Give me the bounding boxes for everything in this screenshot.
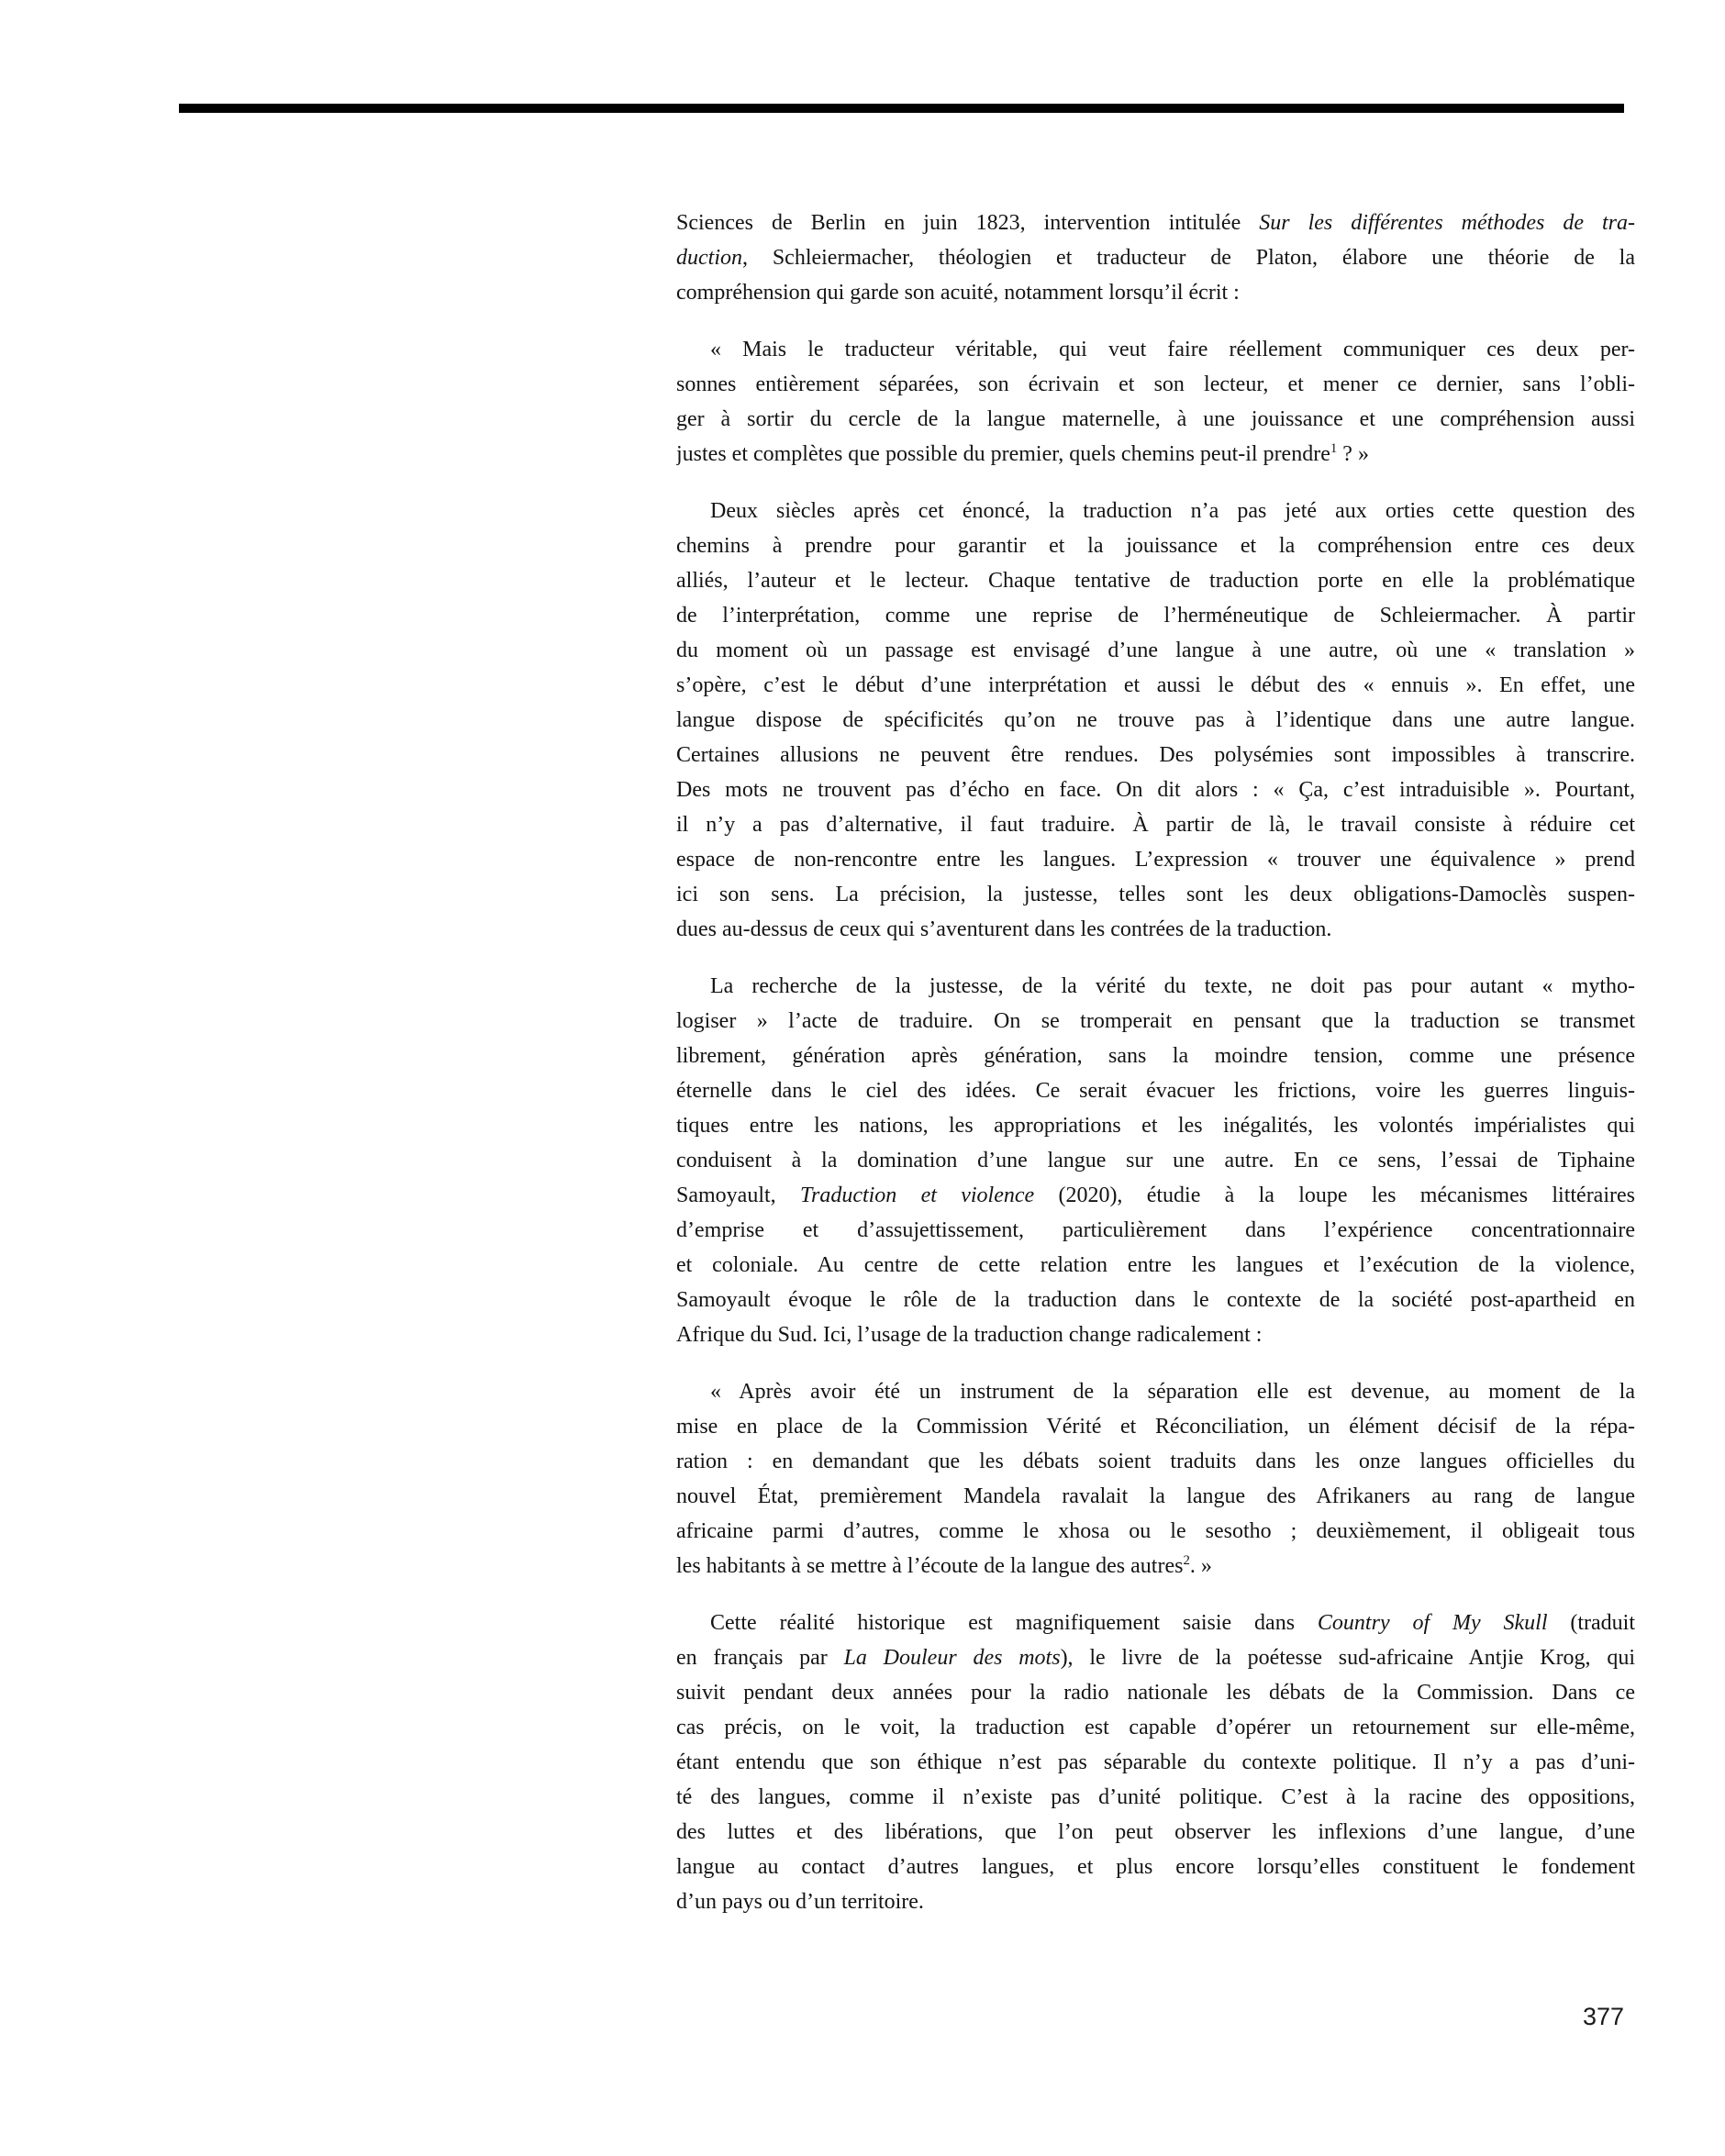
- text-line: les habitants à se mettre à l’écoute de la langue des autres$^2$. »: [676, 1553, 1212, 1578]
- text-line: duction, Schleiermacher, théologien et traducteur de Platon, élabore une théorie de la: [676, 246, 1635, 270]
- text-line: mise en place de la Commission Vérité et Réconciliation, un élément décisif de la répa-: [676, 1415, 1635, 1439]
- paragraph: [676, 206, 1635, 310]
- text-line: justes et complètes que possible du premier, quels chemins peut-il prendre$^1$ ? »: [676, 441, 1369, 466]
- text-line: s’opère, c’est le début d’une interprétation et aussi le début des « ennuis ». En effet, une: [676, 673, 1635, 697]
- text-line: il n’y a pas d’alternative, il faut traduire. À partir de là, le travail consiste à réduire cet: [676, 813, 1635, 837]
- text-line: nouvel État, premièrement Mandela ravalait la langue des Afrikaners au rang de langue: [676, 1484, 1635, 1508]
- text-line: « Mais le traducteur véritable, qui veut faire réellement communiquer ces deux per-: [710, 338, 1635, 361]
- text-line: éternelle dans le ciel des idées. Ce serait évacuer les frictions, voire les guerres linguis-: [676, 1079, 1635, 1103]
- text-line: sonnes entièrement séparées, son écrivain et son lecteur, et mener ce dernier, sans l’obli-: [676, 372, 1635, 396]
- text-line: Sciences de Berlin en juin 1823, intervention intitulée Sur les différentes méthodes de tra-: [676, 211, 1635, 235]
- text-line: et coloniale. Au centre de cette relation entre les langues et l’exécution de la violence,: [676, 1253, 1635, 1277]
- text-line: té des langues, comme il n’existe pas d’unité politique. C’est à la racine des oppositions,: [676, 1785, 1635, 1809]
- text-line: langue dispose de spécificités qu’on ne trouve pas à l’identique dans une autre langue.: [676, 708, 1635, 732]
- paragraph: [676, 1606, 1635, 1919]
- text-line: Afrique du Sud. Ici, l’usage de la traduction change radicalement :: [676, 1323, 1263, 1347]
- text-line: Des mots ne trouvent pas d’écho en face. On dit alors : « Ça, c’est intraduisible ». Pourtant,: [676, 778, 1635, 802]
- text-line: librement, génération après génération, sans la moindre tension, comme une présence: [676, 1044, 1635, 1068]
- text-line: ger à sortir du cercle de la langue maternelle, à une jouissance et une compréhension aussi: [676, 407, 1635, 431]
- text-line: étant entendu que son éthique n’est pas séparable du contexte politique. Il n’y a pas d’uni-: [676, 1750, 1635, 1774]
- text-line: de l’interprétation, comme une reprise de l’herméneutique de Schleiermacher. À partir: [676, 604, 1635, 628]
- text-line: ici son sens. La précision, la justesse, telles sont les deux obligations-Damoclès suspen-: [676, 883, 1635, 906]
- page-top-rule: [179, 104, 1624, 113]
- page-text-block: [676, 206, 1635, 1919]
- text-line: « Après avoir été un instrument de la séparation elle est devenue, au moment de la: [710, 1380, 1635, 1404]
- paragraph: [676, 969, 1635, 1352]
- text-line: Samoyault évoque le rôle de la traduction dans le contexte de la société post-apartheid en: [676, 1288, 1635, 1312]
- text-line: conduisent à la domination d’une langue sur une autre. En ce sens, l’essai de Tiphaine: [676, 1149, 1635, 1172]
- text-line: en français par La Douleur des mots), le livre de la poétesse sud-africaine Antjie Krog, qui: [676, 1646, 1635, 1670]
- text-line: tiques entre les nations, les appropriations et les inégalités, les volontés impérialistes qui: [676, 1114, 1635, 1138]
- text-line: alliés, l’auteur et le lecteur. Chaque tentative de traduction porte en elle la problématique: [676, 569, 1635, 593]
- text-line: ration : en demandant que les débats soient traduits dans les onze langues officielles du: [676, 1450, 1635, 1473]
- text-line: du moment où un passage est envisagé d’une langue à une autre, où une « translation »: [676, 639, 1635, 662]
- text-line: La recherche de la justesse, de la vérité du texte, ne doit pas pour autant « mytho-: [710, 974, 1635, 998]
- page-number: 377: [1582, 2003, 1624, 2030]
- block-quote: [676, 332, 1635, 472]
- text-line: Cette réalité historique est magnifiquement saisie dans Country of My Skull (traduit: [710, 1611, 1635, 1635]
- text-line: Samoyault, Traduction et violence (2020), étudie à la loupe les mécanismes littéraires: [676, 1184, 1635, 1207]
- text-line: des luttes et des libérations, que l’on peut observer les inflexions d’une langue, d’une: [676, 1820, 1635, 1844]
- text-line: Deux siècles après cet énoncé, la traduction n’a pas jeté aux orties cette question des: [710, 499, 1635, 523]
- block-quote: [676, 1374, 1635, 1584]
- text-line: espace de non-rencontre entre les langues. L’expression « trouver une équivalence » prend: [676, 848, 1635, 872]
- text-line: suivit pendant deux années pour la radio nationale les débats de la Commission. Dans ce: [676, 1681, 1635, 1705]
- text-line: langue au contact d’autres langues, et plus encore lorsqu’elles constituent le fondement: [676, 1855, 1635, 1879]
- footnote-reference: 2: [1183, 1553, 1190, 1568]
- text-line: dues au-dessus de ceux qui s’aventurent dans les contrées de la traduction.: [676, 917, 1332, 941]
- text-line: chemins à prendre pour garantir et la jouissance et la compréhension entre ces deux: [676, 534, 1635, 558]
- paragraph: [676, 494, 1635, 947]
- text-line: Certaines allusions ne peuvent être rendues. Des polysémies sont impossibles à transcrire.: [676, 743, 1635, 767]
- text-line: cas précis, on le voit, la traduction est capable d’opérer un retournement sur elle-même,: [676, 1716, 1635, 1739]
- text-line: africaine parmi d’autres, comme le xhosa ou le sesotho ; deuxièmement, il obligeait tous: [676, 1519, 1635, 1543]
- text-line: logiser » l’acte de traduire. On se tromperait en pensant que la traduction se transmet: [676, 1009, 1635, 1033]
- text-line: d’emprise et d’assujettissement, particulièrement dans l’expérience concentrationnaire: [676, 1218, 1635, 1242]
- footnote-reference: 1: [1330, 441, 1338, 456]
- text-line: compréhension qui garde son acuité, notamment lorsqu’il écrit :: [676, 281, 1240, 305]
- text-line: d’un pays ou d’un territoire.: [676, 1890, 924, 1914]
